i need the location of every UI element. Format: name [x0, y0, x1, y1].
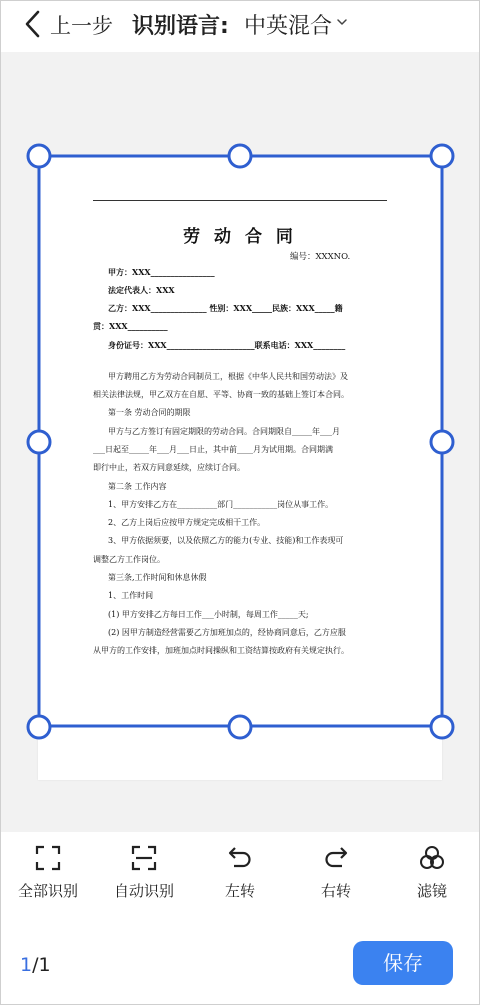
page-total: /1 [32, 954, 51, 976]
crop-handle-top-left[interactable] [28, 145, 50, 167]
rotate-right-button[interactable] [288, 844, 384, 914]
back-chevron-icon[interactable] [22, 10, 46, 38]
doc-line: 即行中止，若双方同意延续，应续订合同。 [93, 463, 245, 472]
doc-line: 甲方：XXX________________ [108, 267, 215, 277]
filter-button[interactable] [384, 844, 480, 914]
doc-line: (1) 甲方安排乙方每日工作___小时制，每周工作_____天; [108, 610, 309, 619]
doc-line: 1、工作时间 [108, 591, 154, 600]
back-button[interactable]: 上一步 [50, 14, 113, 38]
crop-handle-left[interactable] [28, 431, 50, 453]
crop-handle-bottom[interactable] [229, 716, 251, 738]
doc-line: 1、甲方安排乙方在__________部门___________岗位从事工作。 [108, 500, 334, 509]
rotate-left-icon [226, 844, 254, 872]
auto-recognize-label: 自动识别 [113, 882, 174, 900]
full-recognize-button[interactable] [0, 844, 96, 914]
doc-line: ___日起至_____年___月___日止，其中前____月为试用期。合同期满 [93, 445, 333, 454]
doc-line: 2、乙方上岗后应按甲方规定完成相干工作。 [108, 518, 266, 527]
crop-handle-bottom-right[interactable] [431, 716, 453, 738]
doc-line: 甲方与乙方签订有固定期限的劳动合同。合同期限自_____年___月 [108, 427, 340, 436]
document-number: 编号：XXXNO. [290, 252, 351, 262]
doc-line: 从甲方的工作安排，加班加点时间操纵和工资结算按政府有关规定执行。 [93, 646, 349, 655]
doc-line: 第一条 劳动合同的期限 [108, 408, 191, 417]
rotate-right-label: 右转 [320, 882, 351, 900]
auto-scan-icon [130, 844, 158, 872]
language-label: 识别语言: [132, 14, 229, 39]
crop-frame[interactable] [0, 52, 480, 832]
auto-recognize-button[interactable] [96, 844, 192, 914]
edit-toolbar [0, 832, 480, 916]
chevron-down-icon[interactable] [336, 16, 348, 28]
full-frame-icon [34, 844, 62, 872]
crop-handle-top-right[interactable] [431, 145, 453, 167]
full-recognize-label: 全部识别 [17, 882, 78, 900]
crop-handle-right[interactable] [431, 431, 453, 453]
doc-line: 甲方聘用乙方为劳动合同制员工，根据《中华人民共和国劳动法》及 [108, 372, 348, 381]
page-current: 1 [20, 954, 33, 976]
doc-line: 调整乙方工作岗位。 [93, 555, 165, 564]
rotate-left-label: 左转 [224, 882, 255, 900]
crop-handle-top[interactable] [229, 145, 251, 167]
filter-icon [418, 844, 446, 872]
doc-line: (2) 因甲方制造经营需要乙方加班加点的，经协商同意后，乙方应服 [108, 628, 346, 637]
rotate-left-button[interactable] [192, 844, 288, 914]
doc-line: 身份证号：XXX______________________联系电话：XXX________ [108, 340, 346, 350]
document-title: 劳 动 合 同 [183, 227, 297, 247]
doc-line: 乙方：XXX______________ 性别：XXX_____民族：XXX_____籍 [108, 303, 343, 313]
crop-handle-bottom-left[interactable] [28, 716, 50, 738]
crop-workspace [0, 52, 480, 832]
doc-line: 相关法律法规，甲乙双方在自愿、平等、协商一致的基础上签订本合同。 [93, 390, 349, 399]
bottom-bar [0, 916, 480, 1005]
save-button[interactable]: 保存 [353, 941, 453, 985]
rotate-right-icon [322, 844, 350, 872]
page-indicator [20, 954, 51, 976]
doc-line: 第二条 工作内容 [108, 482, 167, 491]
top-bar [0, 0, 480, 52]
filter-label: 滤镜 [416, 882, 447, 900]
doc-line: 法定代表人：XXX [108, 285, 175, 295]
doc-line: 贯：XXX__________ [93, 321, 168, 331]
doc-line: 第三条,工作时间和休息休假 [108, 573, 207, 582]
language-select[interactable]: 中英混合 [244, 14, 333, 39]
doc-line: 3、甲方依据须要，以及依照乙方的能力(专业、技能)和工作表现可 [108, 536, 344, 545]
